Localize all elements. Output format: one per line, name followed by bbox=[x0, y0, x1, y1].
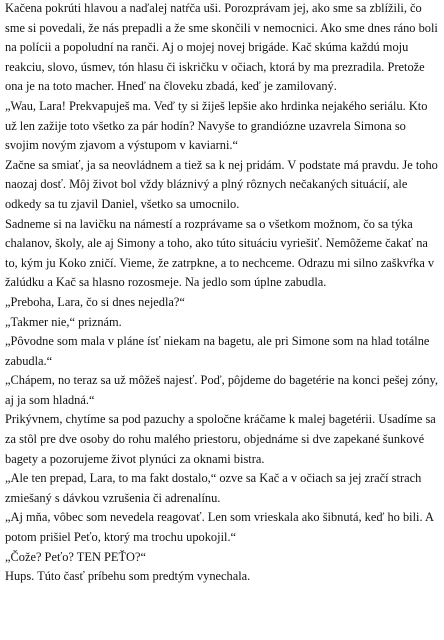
paragraph: Hups. Túto časť príbehu som predtým vynechala. bbox=[5, 569, 251, 584]
paragraph: „Čože? Peťo? TEN PEŤO?“ bbox=[5, 549, 146, 564]
paragraph: Sadneme si na lavičku na námestí a rozprávame sa o všetkom možnom, čo sa týka chalanov, školy, ale aj Simony a toho, ako túto situáciu vyriešiť. Nemôžeme čakať na to, kým ju Koko zničí. Vieme, že zatrpkne, a to nechceme. Odrazu mi silno zaškvŕka v žalúdku a Kač sa hlasno rozosmeje. Na jedlo som úplne zabudla. bbox=[5, 216, 435, 290]
paragraph: Začne sa smiať, ja sa neovládnem a tiež sa k nej pridám. V podstate má pravdu. Je toho naozaj dosť. Môj život bol vždy bláznivý a plný rôznych nečakaných situácií, ale odkedy sa tu zjavil Daniel, všetko sa umocnilo. bbox=[5, 157, 438, 211]
paragraph: „Wau, Lara! Prekvapuješ ma. Veď ty si žiješ lepšie ako hrdinka nejakého seriálu. Kto už len zažije toto všetko za pár hodín? Navyše to grandiózne uzavrela Simona so svojim novým zjavom a výstupom v kaviarni.“ bbox=[5, 98, 428, 153]
paragraph: „Takmer nie,“ priznám. bbox=[5, 314, 122, 329]
paragraph: „Ale ten prepad, Lara, to ma fakt dostalo,“ ozve sa Kač a v očiach sa jej zračí strach zmiešaný s dávkou vzrušenia či adrenalínu. bbox=[5, 471, 422, 505]
paragraph: Kačena pokrúti hlavou a naďalej natŕča uši. Porozprávam jej, ako sme sa zblížili, čo sme si povedali, že nás prepadli a že sme skončili v nemocnici. Ako sme dnes ráno boli na polícii a popoludní na ranči. Aj o mojej novej brigáde. Kač skúma každú moju reakciu, slovo, úsmev, tón hlasu či iskričku v očiach, ktorá by ma prezradila. Pretože ona je na toto macher. Hneď na človeku zbadá, keď je zamilovaný. bbox=[5, 1, 438, 94]
paragraph: „Chápem, no teraz sa už môžeš najesť. Poď, pôjdeme do bagetérie na konci pešej zóny, aj ja som hladná.“ bbox=[5, 373, 438, 407]
paragraph: „Aj mňa, vôbec som nevedela reagovať. Len som vrieskala ako šibnutá, keď ho bili. A potom prišiel Peťo, ktorý ma trochu upokojil.“ bbox=[5, 510, 434, 545]
paragraph: Prikývnem, chytíme sa pod pazuchy a spoločne kráčame k malej bagetérii. Usadíme sa za stôl pre dve osoby do rohu malého priestoru, objednáme si dve zapekané šunkové bagety a pozorujeme život plynúci za oknami bistra. bbox=[5, 412, 436, 466]
paragraph: „Preboha, Lara, čo si dnes nejedla?“ bbox=[5, 294, 185, 309]
paragraph: „Pôvodne som mala v pláne ísť niekam na bagetu, ale pri Simone som na hlad totálne zabudla.“ bbox=[5, 334, 430, 368]
